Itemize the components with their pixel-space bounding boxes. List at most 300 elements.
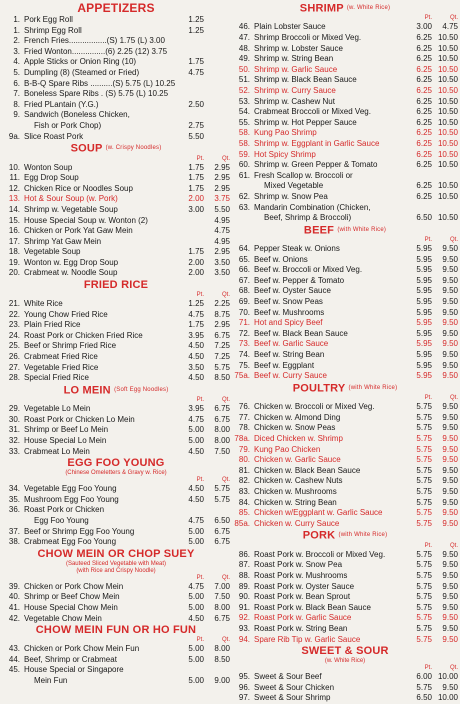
item-price-pint: 6.25: [416, 33, 432, 42]
item-number: 68.: [238, 286, 250, 296]
section-poultry: [232, 382, 458, 530]
item-number: 83.: [238, 486, 250, 496]
menu-item: [2, 495, 230, 506]
item-number: 78.: [238, 423, 250, 433]
item-price-quart: 9.50: [442, 455, 458, 465]
menu-item: [2, 247, 230, 258]
menu-item: [2, 527, 230, 538]
menu-item: [232, 329, 458, 340]
item-name: Roast Pork w. Snow Pea: [254, 560, 343, 570]
item-price-quart: 9.50: [442, 318, 458, 328]
item-price-quart: 6.75: [214, 414, 230, 424]
item-price-pint: 5.00: [188, 592, 204, 602]
item-number: 20.: [8, 268, 20, 278]
pint-header: Pt.: [424, 237, 432, 244]
item-number: 74.: [238, 350, 250, 360]
item-name: Mixed Vegetable: [264, 181, 324, 191]
item-number: 65.: [238, 254, 250, 264]
item-price-quart: 8.00: [214, 602, 230, 612]
item-price-pint: 5.95: [416, 275, 432, 285]
item-name: Roast Pork or Chicken Fried Rice: [24, 330, 143, 340]
menu-item: [2, 373, 230, 384]
section-soup: [2, 142, 230, 279]
item-price-pint: 5.00: [188, 644, 204, 654]
item-price-quart: 10.50: [437, 181, 458, 191]
menu-item: [232, 613, 458, 624]
item-number: 85a.: [234, 518, 250, 528]
item-price-quart: 9.50: [442, 297, 458, 307]
item-name: Wonton Soup: [24, 162, 73, 172]
fried-rice-title: [2, 279, 230, 292]
item-name: House Special or Singapore: [24, 665, 124, 675]
quart-header: Qt.: [221, 477, 230, 484]
menu-item: [232, 603, 458, 614]
item-price-pint: 6.00: [416, 672, 432, 682]
menu-item: [2, 484, 230, 495]
item-price-quart: 3.50: [214, 268, 230, 278]
menu-item: [232, 571, 458, 582]
chow-mein-title: [2, 548, 230, 561]
quart-header: Qt.: [449, 665, 458, 672]
menu-item: [232, 592, 458, 603]
fried-rice-price-header: [2, 292, 230, 299]
item-name: Roast Pork or Chicken: [24, 505, 105, 515]
item-price-quart: 6.75: [214, 613, 230, 623]
item-price-quart: 7.50: [214, 592, 230, 602]
item-name: Roast Pork w. Oyster Sauce: [254, 581, 355, 591]
item-number: 85.: [238, 508, 250, 518]
item-number: 59.: [238, 149, 250, 159]
item-number: 14.: [8, 204, 20, 214]
item-name: Beef, Shrimp or Crabmeat: [24, 654, 117, 664]
chow-mein-subnote1: (Sauteed Sliced Vegetable with Meat): [65, 560, 167, 567]
item-number: 17.: [8, 236, 20, 246]
item-price-pint: 2.00: [188, 257, 204, 267]
item-number: 32.: [8, 436, 20, 445]
item-price-pint: 5.00: [188, 654, 204, 664]
menu-item: [232, 624, 458, 635]
menu-item: [2, 516, 230, 527]
item-price-pint: 5.95: [416, 307, 432, 317]
item-price-quart: 7.00: [214, 581, 230, 591]
item-number: 64.: [238, 244, 250, 254]
item-price-quart: 10.50: [437, 138, 458, 148]
item-price-pint: 5.95: [416, 286, 432, 296]
item-name: Shrimp w. Hot Pepper Sauce: [254, 117, 357, 127]
item-number: 29.: [8, 404, 20, 414]
menu-item: [2, 676, 230, 687]
item-price-quart: 9.50: [442, 581, 458, 591]
item-price-pint: 4.50: [188, 352, 204, 362]
menu-item: [2, 15, 230, 26]
item-name: Chicken w. Almond Ding: [254, 412, 341, 422]
item-number: 80.: [238, 455, 250, 465]
menu-item: [2, 363, 230, 374]
item-number: 44.: [8, 654, 20, 664]
menu-item: [232, 75, 458, 86]
item-number: 40.: [8, 592, 20, 602]
item-price-quart: 9.50: [442, 570, 458, 580]
item-price-pint: 6.25: [416, 43, 432, 53]
menu-item: [2, 537, 230, 548]
item-name: Crabmeat Lo Mein: [24, 446, 90, 456]
item-price-pint: 4.75: [188, 67, 204, 77]
item-price-pint: 6.25: [416, 149, 432, 159]
menu-item: [232, 350, 458, 361]
item-number: 53.: [238, 96, 250, 106]
item-price-quart: 9.50: [442, 508, 458, 518]
egg-foo-young-title-text: EGG FOO YOUNG: [67, 457, 165, 470]
menu-item: [2, 57, 230, 68]
item-name: Shrimp w. Vegetable Soup: [24, 204, 118, 214]
menu-item: [2, 404, 230, 415]
item-price-quart: 9.50: [442, 371, 458, 381]
menu-item: [232, 318, 458, 329]
item-name: Beef or Shrimp Egg Foo Young: [24, 526, 135, 536]
item-name: Chicken w. Snow Peas: [254, 423, 336, 433]
item-name: Hot & Sour Soup (w. Pork): [24, 194, 118, 204]
quart-header: Qt.: [449, 395, 458, 402]
item-price-pint: 5.75: [416, 623, 432, 633]
item-name: Chicken Rice or Noodles Soup: [24, 183, 133, 193]
item-name: Shrimp w. Cashew Nut: [254, 96, 335, 106]
item-name: Dumpling (8) (Steamed or Fried): [24, 67, 140, 77]
item-number: 23.: [8, 320, 20, 330]
item-number: 87.: [238, 560, 250, 570]
sweet-sour-subnote: (w. White Rice): [324, 658, 366, 665]
item-name: Shrimp or Beef Lo Mein: [24, 425, 109, 435]
item-price-pint: 5.75: [416, 581, 432, 591]
item-price-quart: 2.95: [214, 183, 230, 193]
menu-item: [232, 519, 458, 530]
item-price-pint: 5.95: [416, 244, 432, 254]
item-name: Mandarin Combination (Chicken,: [254, 202, 371, 212]
section-egg-foo-young: [2, 457, 230, 548]
item-price-quart: 9.50: [442, 592, 458, 602]
pint-header: Pt.: [424, 542, 432, 549]
item-number: 47.: [238, 33, 250, 42]
item-price-pint: 4.50: [188, 484, 204, 494]
menu-item: [2, 425, 230, 436]
item-number: 78a.: [234, 434, 250, 443]
menu-item: [232, 672, 458, 683]
item-price-pint: 5.75: [416, 486, 432, 496]
item-number: 3.: [13, 46, 20, 56]
item-number: 46.: [238, 22, 250, 32]
lo-mein-price-header: [2, 397, 230, 404]
pint-header: Pt.: [196, 155, 204, 162]
chow-mein-fun-title-text: CHOW MEIN FUN OR HO FUN: [35, 624, 197, 637]
left-column: [2, 2, 230, 687]
item-price-pint: 6.25: [416, 85, 432, 95]
item-price-quart: 10.50: [437, 107, 458, 117]
item-number: 71.: [238, 318, 250, 328]
item-name: Chicken or Pork Chow Mein Fun: [24, 644, 140, 654]
item-name: Sweet & Sour Shrimp: [254, 693, 331, 703]
item-price-quart: 9.50: [442, 518, 458, 528]
item-price-pint: 5.75: [416, 465, 432, 475]
item-name: Roast Pork w. Garlic Sauce: [254, 613, 352, 623]
item-price-pint: 2.50: [188, 99, 204, 109]
menu-item: [2, 194, 230, 205]
item-number: 41.: [8, 602, 20, 612]
item-name: Pepper Steak w. Onions: [254, 244, 340, 254]
item-price-pint: 4.50: [188, 613, 204, 623]
item-name: Hot Spicy Shrimp: [254, 149, 316, 159]
menu-item: [2, 341, 230, 352]
beef-title: [232, 224, 458, 237]
shrimp-title: [232, 2, 458, 15]
menu-item: [2, 47, 230, 58]
item-price-quart: 8.00: [214, 425, 230, 435]
item-number: 16.: [8, 226, 20, 236]
item-number: 7.: [13, 89, 20, 99]
menu-item: [2, 268, 230, 279]
item-number: 39.: [8, 581, 20, 591]
item-price-quart: 10.50: [437, 33, 458, 42]
item-number: 1.: [13, 15, 20, 24]
item-price-quart: 10.50: [437, 160, 458, 170]
item-name: Beef or Shrimp Fried Rice: [24, 341, 117, 351]
item-name: Wonton w. Egg Drop Soup: [24, 257, 119, 267]
item-number: 90.: [238, 592, 250, 602]
item-price-quart: 9.50: [442, 265, 458, 275]
item-price-pint: 5.75: [416, 613, 432, 623]
menu-item: [232, 86, 458, 97]
item-number: 36.: [8, 505, 20, 515]
menu-item: [2, 299, 230, 310]
item-price-pint: 1.75: [188, 173, 204, 183]
item-name: Beef w. Broccoli or Mixed Veg.: [254, 265, 363, 275]
menu-item: [232, 44, 458, 55]
item-price-quart: 9.50: [442, 476, 458, 486]
item-number: 69.: [238, 297, 250, 307]
item-name: Beef w. Mushrooms: [254, 307, 325, 317]
pint-header: Pt.: [196, 637, 204, 644]
menu-item: [232, 508, 458, 519]
item-price-pint: 5.00: [188, 537, 204, 547]
item-number: 27.: [8, 362, 20, 372]
item-name: Vegetable Chow Mein: [24, 613, 102, 623]
item-price-quart: 6.75: [214, 330, 230, 340]
item-number: 31.: [8, 425, 20, 435]
menu-item: [232, 582, 458, 593]
item-number: 84.: [238, 497, 250, 507]
item-name: Roast Pork w. String Bean: [254, 623, 348, 633]
item-price-quart: 3.75: [214, 194, 230, 204]
item-price-quart: 10.50: [437, 191, 458, 201]
menu-item: [2, 320, 230, 331]
item-name: Kung Pao Shrimp: [254, 128, 317, 138]
menu-item: [232, 498, 458, 509]
item-price-quart: 9.50: [442, 682, 458, 692]
item-price-quart: 2.95: [214, 320, 230, 330]
pork-price-header: [232, 543, 458, 550]
item-number: 22.: [8, 309, 20, 319]
item-price-quart: 9.50: [442, 623, 458, 633]
item-price-pint: 5.50: [188, 131, 204, 141]
item-name: Chicken w. Black Bean Sauce: [254, 465, 361, 475]
item-price-pint: 1.25: [188, 25, 204, 35]
item-name: Plain Lobster Sauce: [254, 22, 326, 32]
item-price-quart: 9.50: [442, 465, 458, 475]
item-name: Sandwich (Boneless Chicken,: [24, 110, 130, 120]
fried-rice-title-text: FRIED RICE: [83, 279, 149, 292]
menu-item: [232, 33, 458, 44]
item-price-quart: 10.50: [437, 128, 458, 138]
section-appetizers: [2, 2, 230, 142]
item-name: Spare Rib Tip w. Garlic Sauce: [254, 634, 361, 644]
item-price-pint: 5.75: [416, 476, 432, 486]
pint-header: Pt.: [196, 477, 204, 484]
menu-item: [232, 203, 458, 214]
item-number: 48.: [238, 43, 250, 53]
item-number: 35.: [8, 494, 20, 504]
sweet-sour-title-text: SWEET & SOUR: [301, 645, 389, 658]
item-name: Vegetable Egg Foo Young: [24, 484, 117, 494]
item-name: Fresh Scallop w. Broccoli or: [254, 170, 353, 180]
item-number: 8.: [13, 99, 20, 109]
item-name: House Special Soup w. Wonton (2): [24, 215, 148, 225]
item-price-pint: 5.95: [416, 265, 432, 275]
item-price-pint: 5.95: [416, 254, 432, 264]
lo-mein-title-text: LO MEIN: [63, 384, 111, 397]
item-price-pint: 5.75: [416, 508, 432, 518]
item-number: 19.: [8, 257, 20, 267]
item-number: 21.: [8, 299, 20, 309]
item-name: Young Chow Fried Rice: [24, 309, 108, 319]
item-name: Slice Roast Pork: [24, 131, 84, 141]
menu-item: [232, 213, 458, 224]
item-number: 94.: [238, 634, 250, 644]
item-number: 72.: [238, 328, 250, 338]
item-price-pint: 5.75: [416, 402, 432, 412]
item-number: 28.: [8, 373, 20, 383]
item-price-pint: 5.75: [416, 560, 432, 570]
item-price-quart: 9.50: [442, 444, 458, 454]
menu-item: [2, 447, 230, 458]
item-name: Mushroom Egg Foo Young: [24, 494, 119, 504]
item-name: Vegetable Lo Mein: [24, 404, 91, 414]
item-name: Egg Drop Soup: [24, 173, 79, 183]
item-number: 1.: [13, 25, 20, 35]
item-price-pint: 3.95: [188, 330, 204, 340]
item-price-quart: 2.95: [214, 247, 230, 257]
item-price-pint: 5.95: [416, 350, 432, 360]
item-name: Crabmeat Fried Rice: [24, 352, 98, 362]
menu-item: [2, 26, 230, 37]
menu-item: [232, 487, 458, 498]
item-number: 11.: [9, 173, 20, 183]
item-price-pint: 6.25: [416, 64, 432, 74]
item-name: Chicken or Pork Chow Mein: [24, 581, 124, 591]
item-number: 37.: [8, 526, 20, 536]
menu-item: [232, 466, 458, 477]
item-price-quart: 9.50: [442, 402, 458, 412]
item-number: 60.: [238, 160, 250, 170]
item-price-quart: 10.50: [437, 85, 458, 95]
item-number: 79.: [238, 444, 250, 454]
item-number: 12.: [8, 183, 20, 193]
section-pork: [232, 529, 458, 645]
item-number: 75a.: [234, 371, 250, 381]
menu-item: [2, 79, 230, 90]
item-number: 52.: [238, 85, 250, 95]
menu-item: [232, 445, 458, 456]
item-price-pint: 5.00: [188, 425, 204, 435]
item-price-quart: 5.75: [214, 494, 230, 504]
item-name: House Special Chow Mein: [24, 602, 118, 612]
item-price-pint: 5.00: [188, 526, 204, 536]
item-name: Mein Fun: [34, 675, 68, 685]
item-number: 62.: [238, 191, 250, 201]
item-price-pint: 6.25: [416, 128, 432, 138]
section-chow-mein: [2, 548, 230, 624]
pint-header: Pt.: [424, 15, 432, 22]
egg-foo-young-price-header: [2, 477, 230, 484]
item-number: 15.: [8, 215, 20, 225]
item-name: Shrimp Broccoli or Mixed Veg.: [254, 33, 362, 42]
item-number: 24.: [8, 330, 20, 340]
item-price-pint: 6.25: [416, 138, 432, 148]
item-name: Roast Pork w. Black Bean Sauce: [254, 602, 371, 612]
item-number: 92.: [238, 613, 250, 623]
shrimp-title-note: (w. White Rice): [346, 5, 391, 11]
item-price-pint: 4.75: [188, 515, 204, 525]
right-column: [232, 2, 458, 704]
menu-item: [2, 237, 230, 248]
item-price-pint: 5.75: [416, 497, 432, 507]
menu-item: [2, 310, 230, 321]
item-price-pint: 4.50: [188, 341, 204, 351]
item-price-pint: 4.50: [188, 494, 204, 504]
item-price-quart: 10.50: [437, 64, 458, 74]
menu-item: [232, 255, 458, 266]
item-price-pint: 6.25: [416, 54, 432, 64]
item-name: Chicken w. Curry Sauce: [254, 518, 340, 528]
pint-header: Pt.: [196, 574, 204, 581]
item-name: Chicken w. String Bean: [254, 497, 337, 507]
menu-item: [232, 276, 458, 287]
item-name: Shrimp w. Snow Pea: [254, 191, 328, 201]
item-name: House Special Lo Mein: [24, 436, 107, 445]
item-number: 9.: [13, 110, 20, 120]
menu-item: [232, 118, 458, 129]
menu-item: [232, 339, 458, 350]
menu-item: [2, 216, 230, 227]
item-number: 50.: [238, 64, 250, 74]
menu-item: [2, 110, 230, 121]
menu-item: [2, 68, 230, 79]
item-number: 45.: [8, 665, 20, 675]
poultry-title: [232, 382, 458, 395]
item-number: 76.: [238, 402, 250, 412]
item-price-quart: 9.50: [442, 497, 458, 507]
item-name: White Rice: [24, 299, 63, 309]
item-number: 26.: [8, 352, 20, 362]
item-price-quart: 10.50: [437, 149, 458, 159]
item-price-quart: 9.50: [442, 423, 458, 433]
menu-item: [232, 308, 458, 319]
item-price-quart: 5.50: [214, 204, 230, 214]
item-number: 93.: [238, 623, 250, 633]
menu-item: [2, 352, 230, 363]
item-number: 82.: [238, 476, 250, 486]
item-number: 58.: [238, 138, 250, 148]
item-price-pint: 5.75: [416, 682, 432, 692]
item-price-pint: 6.25: [416, 191, 432, 201]
item-price-pint: 5.00: [188, 436, 204, 445]
